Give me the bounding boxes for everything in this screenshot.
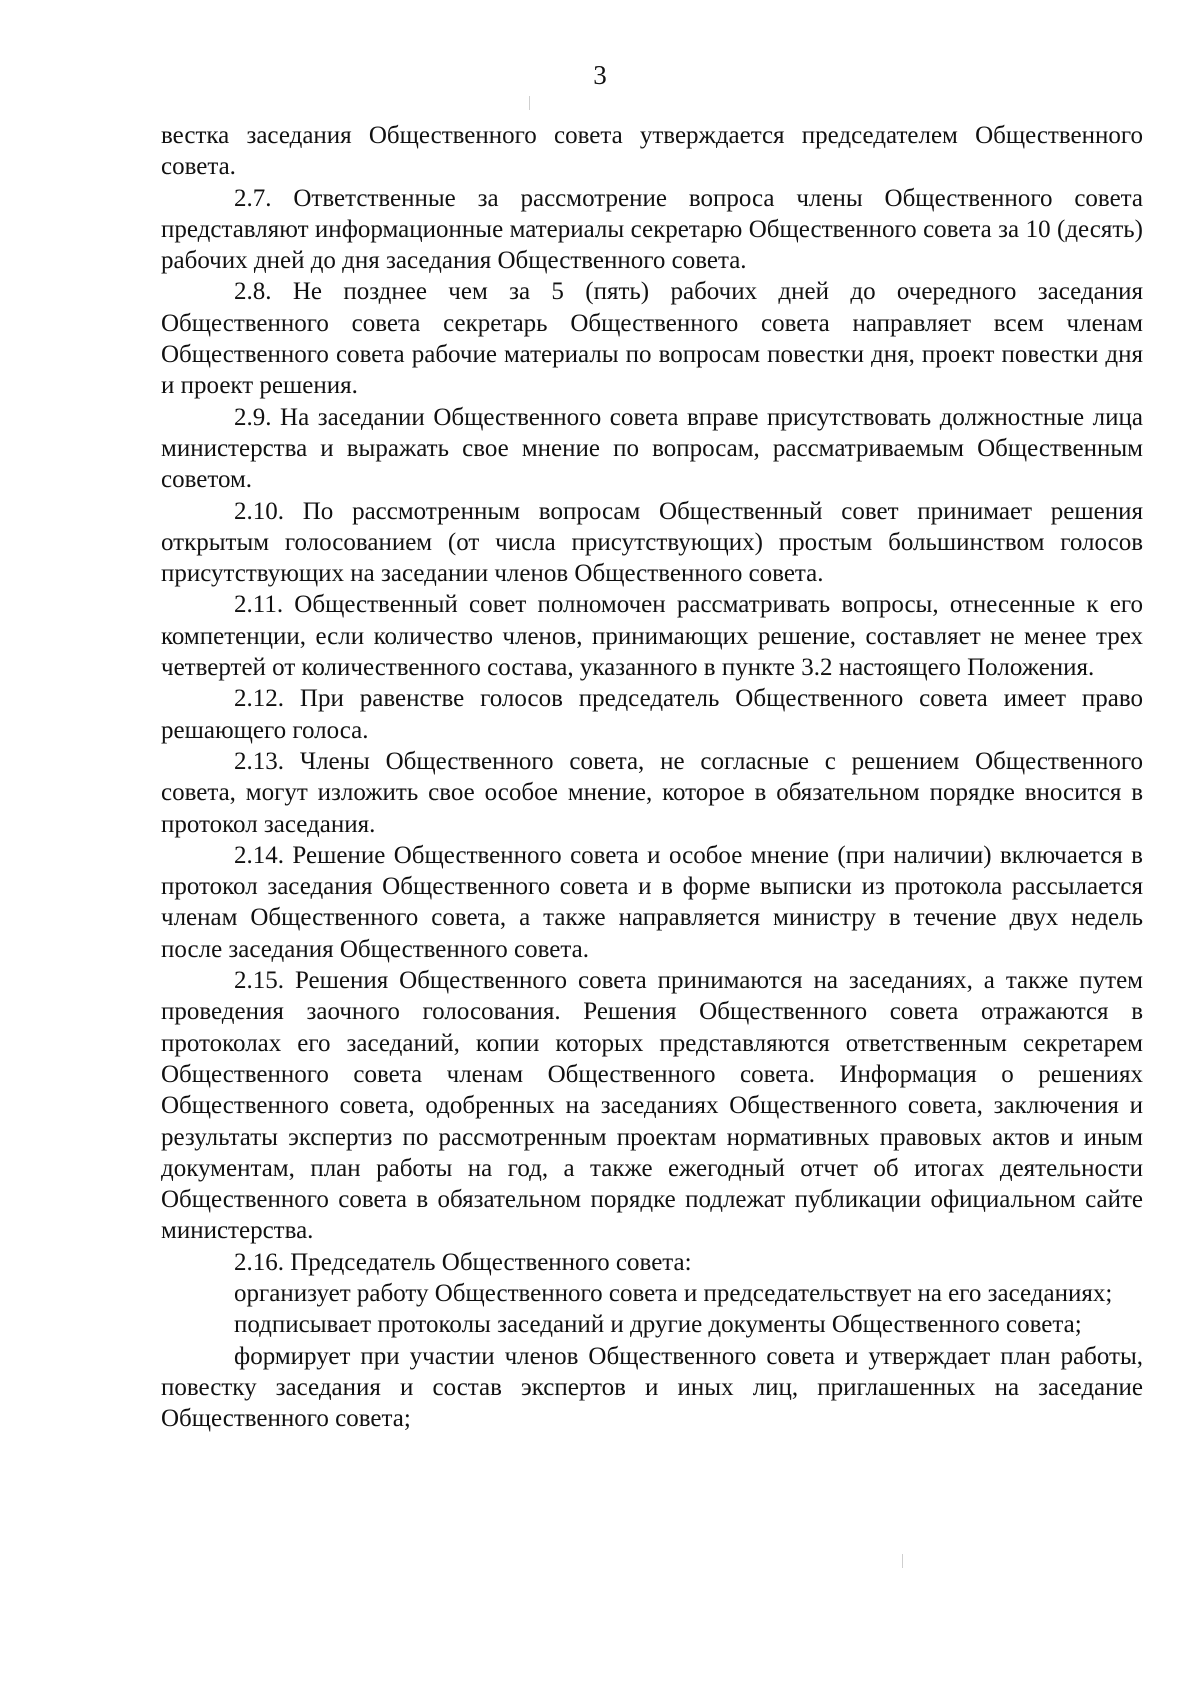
page-number: 3 [593, 60, 607, 90]
paragraph-2-16: 2.16. Председатель Общественного совета: [234, 1248, 692, 1276]
paragraph-2-8: 2.8. Не позднее чем за 5 (пять) рабочих дней до очередного заседания Общественного совета секретарь Общественного совета направляет всем членам Общественного совета рабочие материалы по вопросам повестки дня, проект повестки дня и проект решения. [161, 278, 1143, 400]
paragraph-2-13: 2.13. Члены Общественного совета, не согласные с решением Общественного совета, могут изложить свое особое мнение, которое в обязательном порядке вносится в протокол заседания. [161, 747, 1143, 838]
document-body [161, 120, 1143, 1434]
list-item-forms: формирует при участии членов Общественного совета и утверждает план работы, повестку заседания и состав экспертов и иных лиц, приглашенных на заседание Общественного совета; [161, 1342, 1143, 1433]
paragraph-2-14: 2.14. Решение Общественного совета и особое мнение (при наличии) включается в протокол заседания Общественного совета и в форме выписки из протокола рассылается членам Общественного совета, а также направляется министру в течение двух недель после заседания Общественного совета. [161, 841, 1143, 963]
paragraph-2-10: 2.10. По рассмотренным вопросам Общественный совет принимает решения открытым голосованием (от числа присутствующих) простым большинством голосов присутствующих на заседании членов Общественного совета. [161, 497, 1143, 588]
scan-speck [529, 96, 530, 110]
scan-speck [902, 1554, 903, 1568]
paragraph-2-9: 2.9. На заседании Общественного совета вправе присутствовать должностные лица министерства и выражать свое мнение по вопросам, рассматриваемым Общественным советом. [161, 403, 1143, 494]
paragraph-continuation: вестка заседания Общественного совета утверждается председателем Общественного совета. [161, 122, 1143, 181]
list-item-signs: подписывает протоколы заседаний и другие документы Общественного совета; [234, 1311, 1082, 1339]
paragraph-2-7: 2.7. Ответственные за рассмотрение вопроса члены Общественного совета представляют информационные материалы секретарю Общественного совета за 10 (десять) рабочих дней до дня заседания Общественного совета. [161, 184, 1143, 275]
list-item-organizes: организует работу Общественного совета и председательствует на его заседаниях; [234, 1279, 1113, 1307]
paragraph-2-15: 2.15. Решения Общественного совета принимаются на заседаниях, а также путем проведения заочного голосования. Решения Общественного совета отражаются в протоколах его заседаний, копии которых представляются ответственным секретарем Общественного совета членам Общественного совета. Информация о решениях Общественного совета, одобренных на заседаниях Общественного совета, заключения и результаты экспертиз по рассмотренным проектам нормативных правовых актов и иным документам, план работы на год, а также ежегодный отчет об итогах деятельности Общественного совета в обязательном порядке подлежат публикации официальном сайте министерства. [161, 967, 1143, 1245]
paragraph-2-12: 2.12. При равенстве голосов председатель Общественного совета имеет право решающего голоса. [161, 685, 1143, 744]
paragraph-2-11: 2.11. Общественный совет полномочен рассматривать вопросы, отнесенные к его компетенции, если количество членов, принимающих решение, составляет не менее трех четвертей от количественного состава, указанного в пункте 3.2 настоящего Положения. [161, 591, 1143, 682]
